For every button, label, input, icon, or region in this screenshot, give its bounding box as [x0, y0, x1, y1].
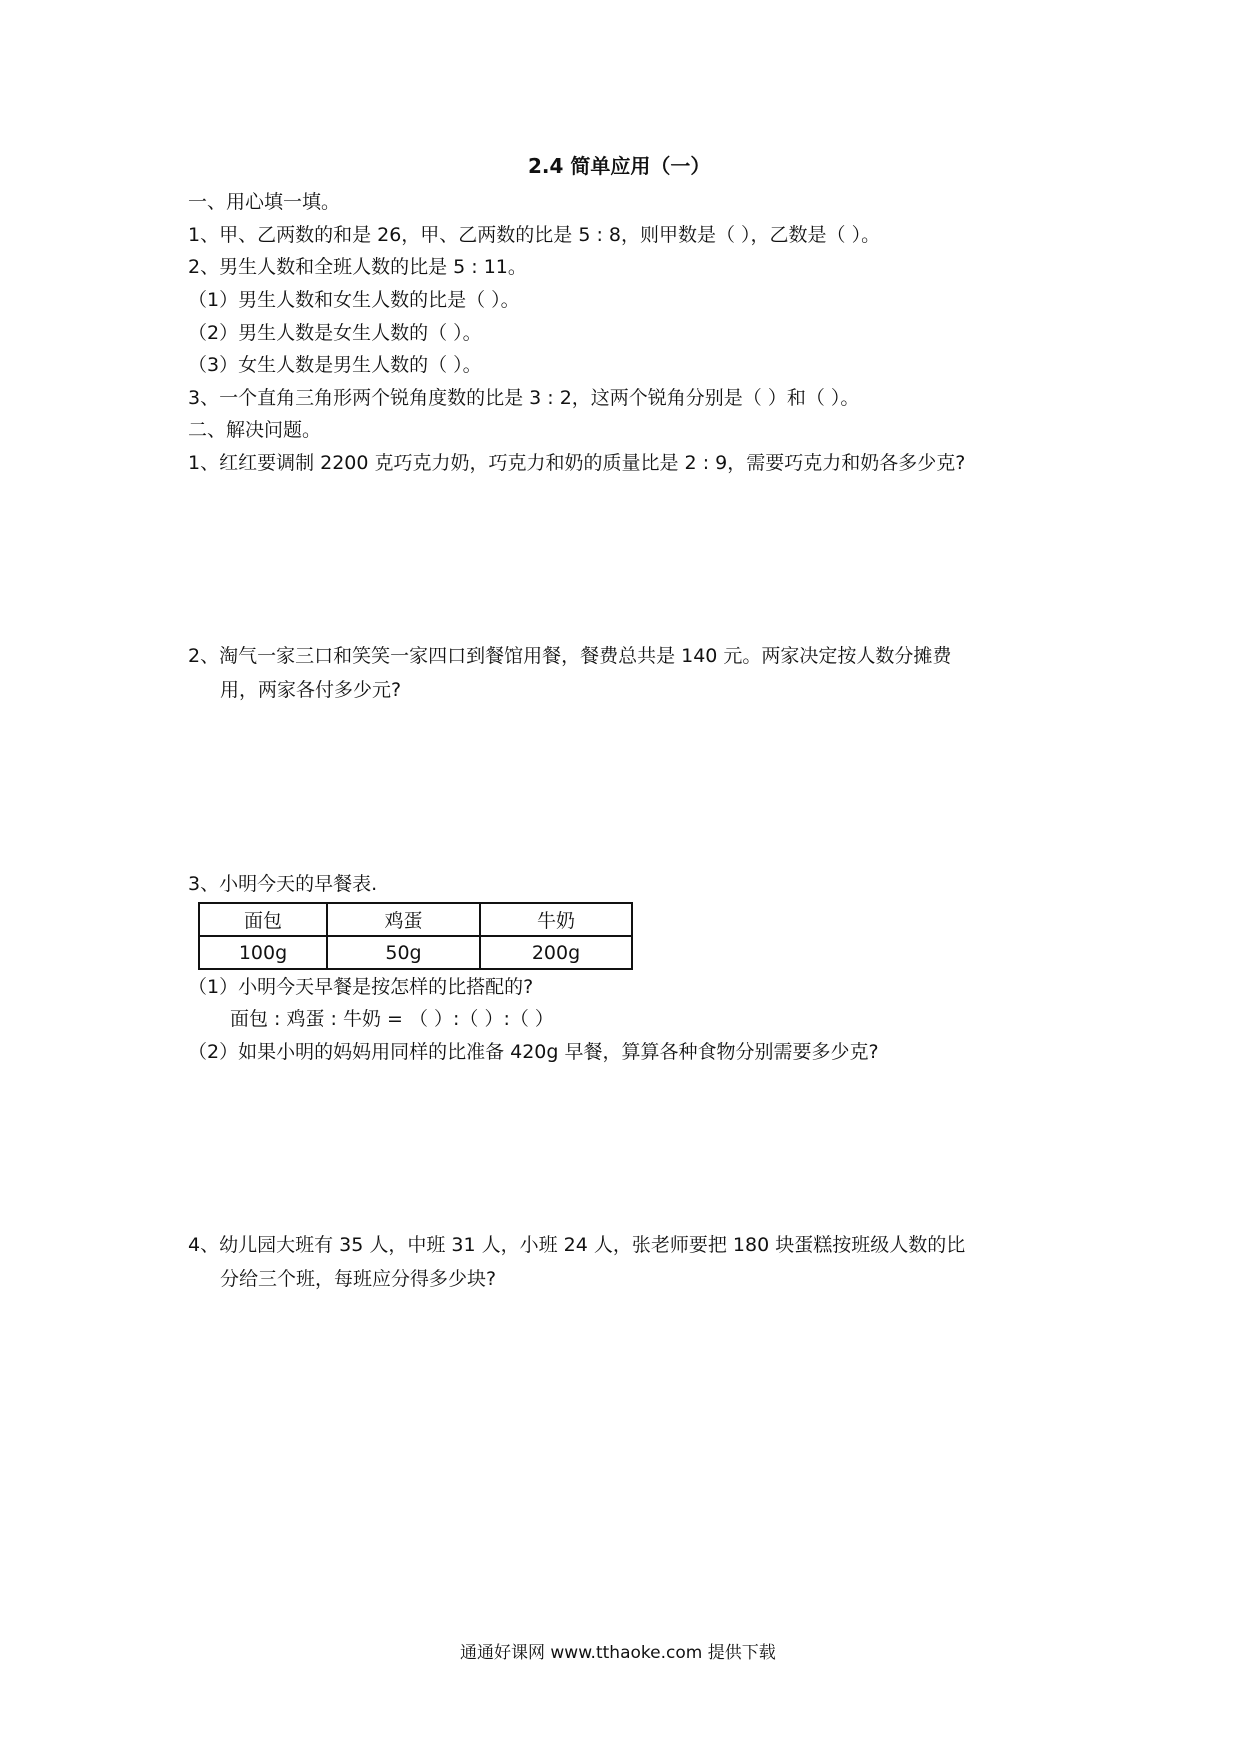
question-3-triangle-angles: 3、一个直角三角形两个锐角度数的比是 3 : 2，这两个锐角分别是（ ）和（ ）。 [188, 387, 860, 409]
section-heading-fill-in: 一、用心填一填。 [188, 191, 341, 213]
question-1-sum-ratio: 1、甲、乙两数的和是 26，甲、乙两数的比是 5 : 8，则甲数是（ ），乙数是（ ）。 [188, 224, 881, 246]
problem-3-subquestion-2: （2）如果小明的妈妈用同样的比准备 420g 早餐，算算各种食物分别需要多少克? [188, 1041, 879, 1063]
problem-4-line-1: 4、幼儿园大班有 35 人，中班 31 人，小班 24 人，张老师要把 180 块蛋糕按班级人数的比 [188, 1234, 966, 1256]
problem-1-chocolate-milk: 1、红红要调制 2200 克巧克力奶，巧克力和奶的质量比是 2 : 9，需要巧克力和奶各多少克? [188, 452, 966, 474]
worksheet-title: 2.4 简单应用（一） [528, 154, 711, 178]
problem-2-line-1: 2、淘气一家三口和笑笑一家四口到餐馆用餐，餐费总共是 140 元。两家决定按人数分摊费 [188, 645, 952, 667]
breakfast-table [198, 902, 633, 970]
problem-4-line-2: 分给三个班，每班应分得多少块? [220, 1268, 497, 1290]
table-cell: 200g [480, 936, 632, 969]
problem-2-line-2: 用，两家各付多少元? [220, 679, 402, 701]
page-footer: 通通好课网 www.tthaoke.com 提供下载 [460, 1643, 776, 1663]
section-heading-problems: 二、解决问题。 [188, 419, 322, 441]
table-header-cell: 鸡蛋 [327, 903, 480, 936]
table-cell: 100g [199, 936, 327, 969]
table-header-row [199, 903, 632, 936]
problem-3-ratio-blanks: 面包 : 鸡蛋 : 牛奶 = （ ）:（ ）:（ ） [230, 1008, 554, 1030]
problem-3-breakfast: 3、小明今天的早餐表. [188, 873, 378, 895]
question-2-subquestion-3: （3）女生人数是男生人数的（ ）。 [188, 354, 482, 376]
problem-3-subquestion-1: （1）小明今天早餐是按怎样的比搭配的? [188, 976, 534, 998]
question-2-subquestion-2: （2）男生人数是女生人数的（ ）。 [188, 322, 482, 344]
question-2-class-ratio: 2、男生人数和全班人数的比是 5 : 11。 [188, 256, 527, 278]
table-row [199, 936, 632, 969]
question-2-subquestion-1: （1）男生人数和女生人数的比是（ ）。 [188, 289, 520, 311]
table-header-cell: 牛奶 [480, 903, 632, 936]
table-header-cell: 面包 [199, 903, 327, 936]
table-cell: 50g [327, 936, 480, 969]
